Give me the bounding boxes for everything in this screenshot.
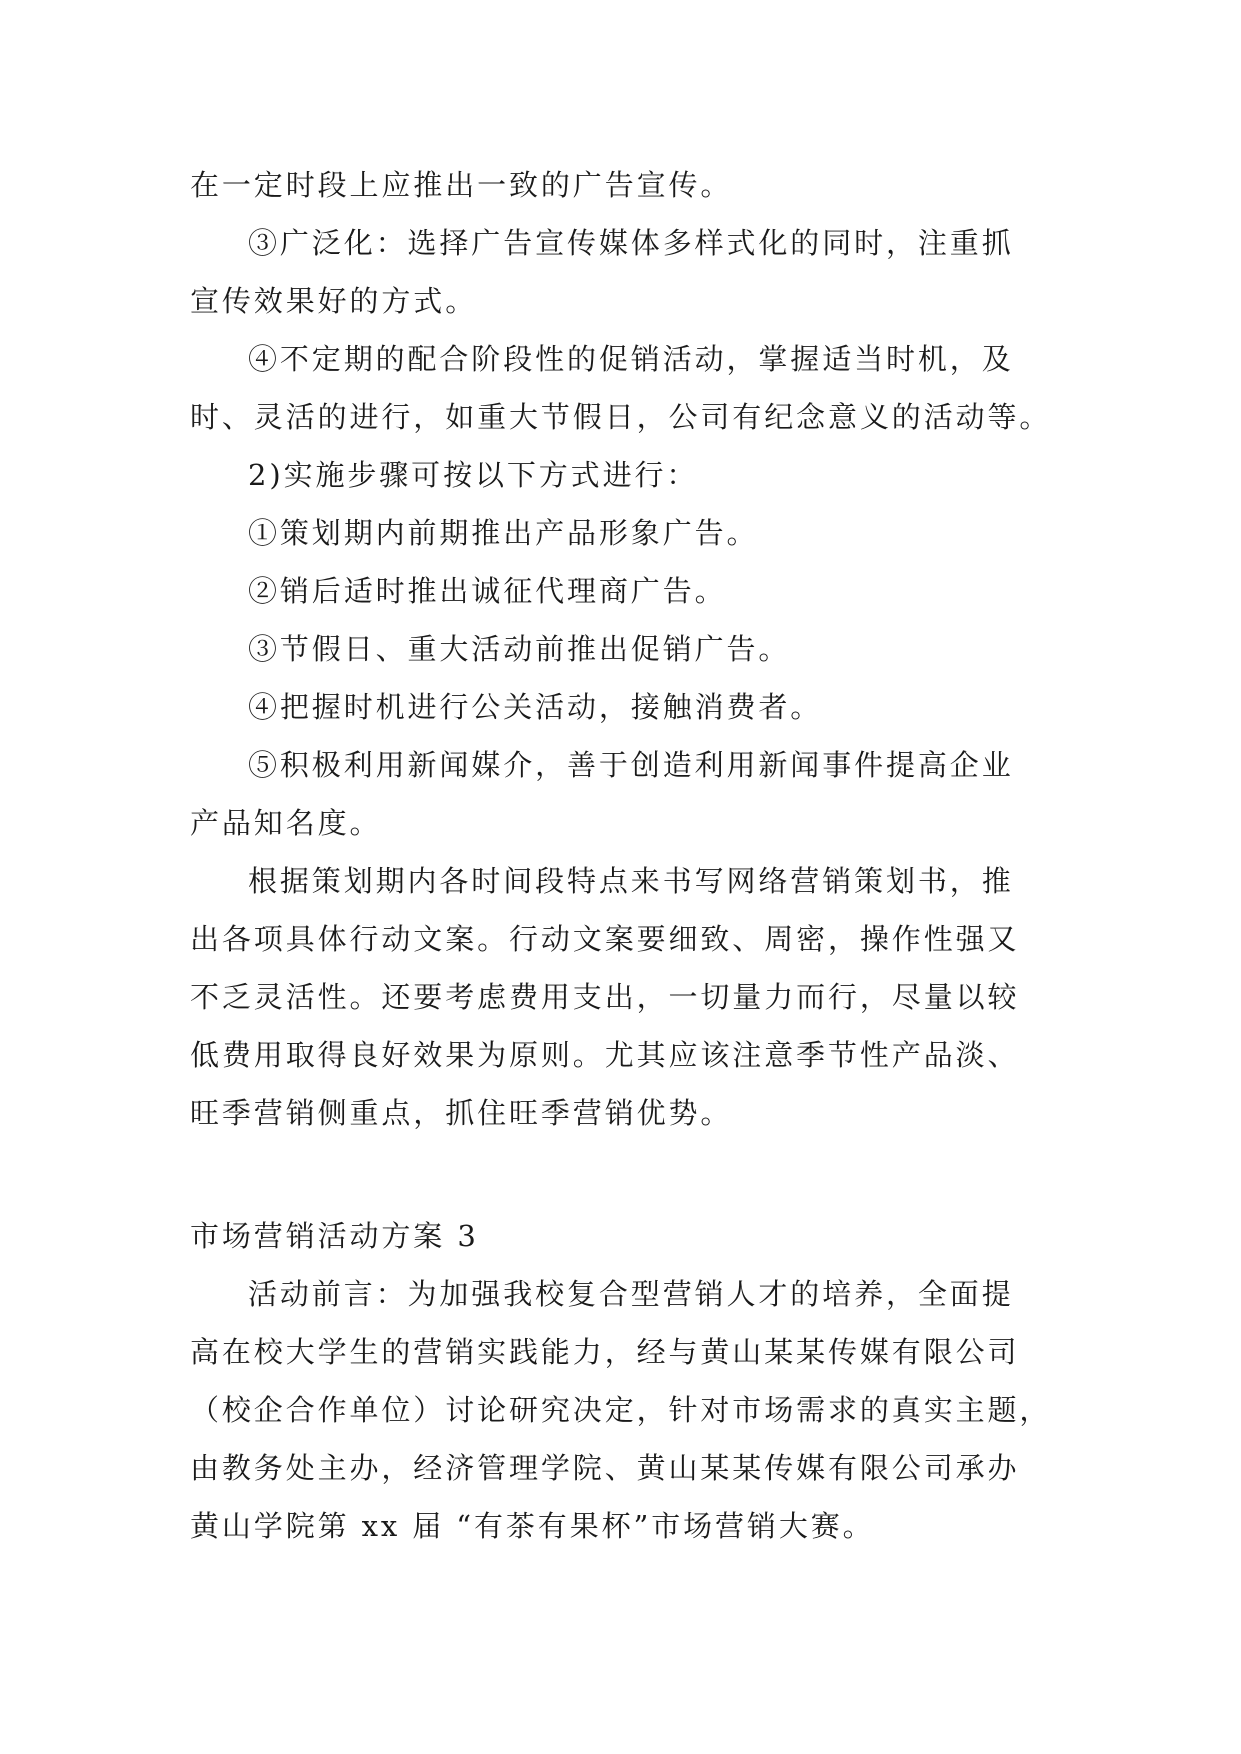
text-line: （校企合作单位）讨论研究决定，针对市场需求的真实主题， [190, 1393, 1052, 1427]
text-line: 由教务处主办，经济管理学院、黄山某某传媒有限公司承办 [190, 1451, 1020, 1485]
paragraph [190, 678, 1056, 736]
text-line: ③广泛化：选择广告宣传媒体多样式化的同时，注重抓 [248, 226, 1014, 260]
text-line: 黄山学院第 xx 届 “有茶有果杯”市场营销大赛。 [190, 1509, 875, 1543]
paragraph-continuation [190, 1381, 1056, 1439]
paragraph-continuation [190, 272, 1056, 330]
paragraph-continuation [190, 1026, 1056, 1084]
text-line: 在一定时段上应推出一致的广告宣传。 [190, 168, 733, 202]
text-line: 高在校大学生的营销实践能力，经与黄山某某传媒有限公司 [190, 1335, 1020, 1369]
text-line: 根据策划期内各时间段特点来书写网络营销策划书，推 [248, 864, 1014, 898]
paragraph [190, 620, 1056, 678]
text-line: ⑤积极利用新闻媒介，善于创造利用新闻事件提高企业 [248, 748, 1014, 782]
section-block [190, 1207, 1056, 1555]
text-line: 活动前言：为加强我校复合型营销人才的培养，全面提 [248, 1277, 1014, 1311]
paragraph [190, 852, 1056, 910]
paragraph-continuation [190, 910, 1056, 968]
paragraph [190, 446, 1056, 504]
text-line: ③节假日、重大活动前推出促销广告。 [248, 632, 791, 666]
text-line: 不乏灵活性。还要考虑费用支出，一切量力而行，尽量以较 [190, 980, 1020, 1014]
text-line: 低费用取得良好效果为原则。尤其应该注意季节性产品淡、 [190, 1038, 1020, 1072]
body-text-block [190, 156, 1056, 1142]
text-line: ①策划期内前期推出产品形象广告。 [248, 516, 759, 550]
section-title: 市场营销活动方案 3 [190, 1219, 479, 1253]
paragraph [190, 214, 1056, 272]
paragraph [190, 504, 1056, 562]
paragraph-continuation [190, 794, 1056, 852]
paragraph-continuation [190, 1497, 1056, 1555]
paragraph-continuation [190, 1439, 1056, 1497]
paragraph [190, 330, 1056, 388]
text-line: ④把握时机进行公关活动，接触消费者。 [248, 690, 823, 724]
text-line: 产品知名度。 [190, 806, 382, 840]
paragraph [190, 736, 1056, 794]
text-line: 2)实施步骤可按以下方式进行： [248, 458, 699, 492]
paragraph-continuation [190, 1084, 1056, 1142]
text-line: ②销后适时推出诚征代理商广告。 [248, 574, 727, 608]
text-line: 时、灵活的进行，如重大节假日，公司有纪念意义的活动等。 [190, 400, 1052, 434]
text-line: 出各项具体行动文案。行动文案要细致、周密，操作性强又 [190, 922, 1020, 956]
paragraph [190, 1265, 1056, 1323]
paragraph-continuation [190, 968, 1056, 1026]
text-line: ④不定期的配合阶段性的促销活动，掌握适当时机，及 [248, 342, 1014, 376]
text-line: 宣传效果好的方式。 [190, 284, 478, 318]
text-line: 旺季营销侧重点，抓住旺季营销优势。 [190, 1096, 733, 1130]
paragraph [190, 156, 1056, 214]
paragraph [190, 562, 1056, 620]
paragraph-continuation [190, 388, 1056, 446]
paragraph-continuation [190, 1323, 1056, 1381]
